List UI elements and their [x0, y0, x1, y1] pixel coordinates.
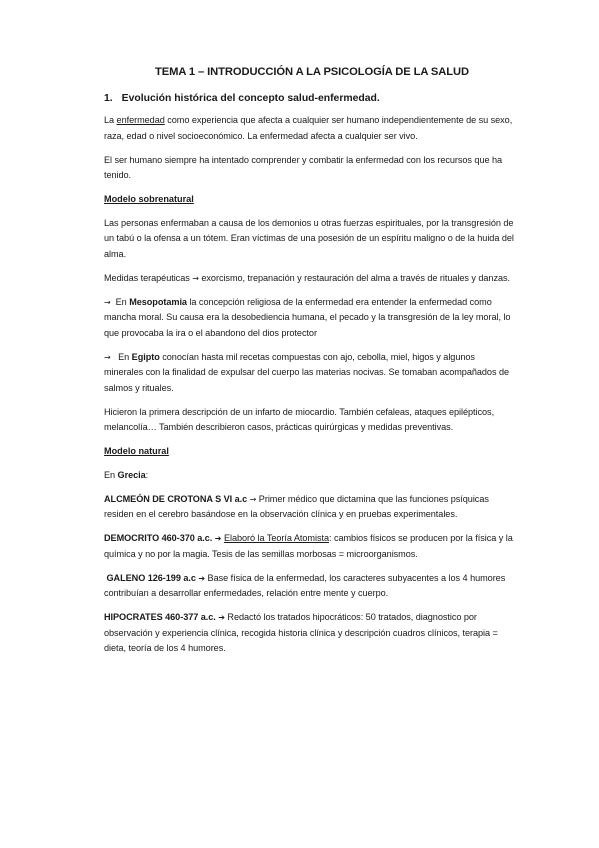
bold-arrow-icon: ➔: [218, 613, 225, 622]
place-mesopotamia: Mesopotamia: [129, 296, 187, 307]
egipto-text: conocían hasta mil recetas compuestas con ajo, cebolla, miel, higos y algunos minerales con la finalidad de expulsar del cuerpo las materias nocivas. Se tomaban acompañados de salmos y rituales.: [104, 351, 510, 393]
en-text: En: [115, 296, 130, 307]
arrow-icon: →: [104, 352, 111, 362]
name-alcmeon: ALCMEÓN DE CROTONA S VI a.c: [104, 493, 248, 504]
bold-arrow-icon: ➔: [214, 534, 222, 543]
bold-arrow-icon: ➔: [198, 573, 206, 583]
arrow-icon: →: [192, 273, 199, 283]
galeno-text: Base física de la enfermedad, los caracteres subyacentes a los 4 humores contribuían a desarrollar enfermedades, relación entre mente y cuerpo.: [104, 572, 506, 598]
medidas-text: exorcismo, trepanación y restauración del alma a través de rituales y danzas.: [198, 272, 510, 283]
section-number: 1.: [104, 93, 113, 104]
hipocrates-text: Redactó los tratados hipocráticos: 50 tratados, diagnostico por observación y experiencia clínica, recogida historia clínica y descripción cuadros clínicos, terapia = dieta, teoría de los 4 humores.: [104, 612, 498, 653]
document-page: [104, 66, 516, 657]
grecia-line: [104, 468, 516, 484]
mesopotamia-paragraph: [104, 295, 516, 342]
name-hipocrates: HIPOCRATES 460-377 a.c.: [104, 612, 216, 622]
heading-modelo-natural: Modelo natural: [104, 445, 169, 456]
medidas-terapeuticas-paragraph: [104, 271, 516, 287]
hipocrates-paragraph: [104, 610, 516, 657]
place-grecia: Grecia: [117, 469, 146, 480]
mesopotamia-text: la concepción religiosa de la enfermedad era entender la enfermedad como mancha moral. Su causa era la desobediencia humana, el pecado y la transgresión de la ley moral, lo que provocaba la ira o el abandono del dios protector: [104, 296, 511, 338]
term-enfermedad: enfermedad: [116, 115, 165, 125]
name-democrito: DEMOCRITO 460-370 a.c.: [104, 533, 213, 543]
democrito-paragraph: [104, 531, 516, 562]
section-title: Evolución histórica del concepto salud-enfermedad.: [121, 93, 380, 104]
grecia-colon: :: [145, 469, 149, 480]
democrito-theory: Elaboró la Teoría Atomista: [223, 533, 329, 543]
medidas-label: Medidas terapéuticas: [104, 272, 190, 283]
galeno-paragraph: [104, 571, 516, 602]
intro-text-rest: como experiencia que afecta a cualquier ser humano independientemente de su sexo, raza, edad o nivel socioeconómico. La enfermedad afecta a cualquier ser vivo.: [104, 115, 513, 141]
alcmeon-paragraph: [104, 492, 516, 523]
intro-paragraph-2: El ser humano siempre ha intentado comprender y combatir la enfermedad con los recursos que ha tenido.: [104, 154, 503, 180]
section-heading: [104, 93, 516, 104]
name-galeno: GALENO 126-199 a.c: [106, 572, 196, 583]
intro-paragraph-1: [104, 113, 516, 144]
en-text: En: [104, 469, 118, 480]
democrito-text: : cambios físicos se producen por la física y la química y no por la magia. Tesis de las semillas morbosas = microorganismos.: [104, 533, 513, 559]
en-text: En: [118, 351, 132, 362]
page-title: TEMA 1 – INTRODUCCIÓN A LA PSICOLOGÍA DE LA SALUD: [155, 66, 469, 78]
sobrenatural-paragraph-3: Hicieron la primera descripción de un infarto de miocardio. También cefaleas, ataques epilépticos, melancolía… También describieron casos, prácticas quirúrgicas y medidas preventivas.: [104, 406, 495, 432]
arrow-icon: →: [249, 494, 257, 504]
heading-modelo-sobrenatural: Modelo sobrenatural: [104, 193, 194, 204]
place-egipto: Egipto: [131, 351, 160, 362]
alcmeon-text: Primer médico que dictamina que las funciones psíquicas residen en el cerebro basándose en la observación clínica y en pruebas experimentales.: [104, 493, 489, 519]
sobrenatural-paragraph-1: Las personas enfermaban a causa de los demonios u otras fuerzas espirituales, por la transgresión de un tabú o la ofensa a un tótem. Eran víctimas de una posesión de un espíritu maligno o de la huida del alma.: [104, 217, 514, 259]
intro-text: La: [104, 115, 117, 125]
arrow-icon: →: [104, 297, 111, 307]
egipto-paragraph: [104, 350, 516, 397]
